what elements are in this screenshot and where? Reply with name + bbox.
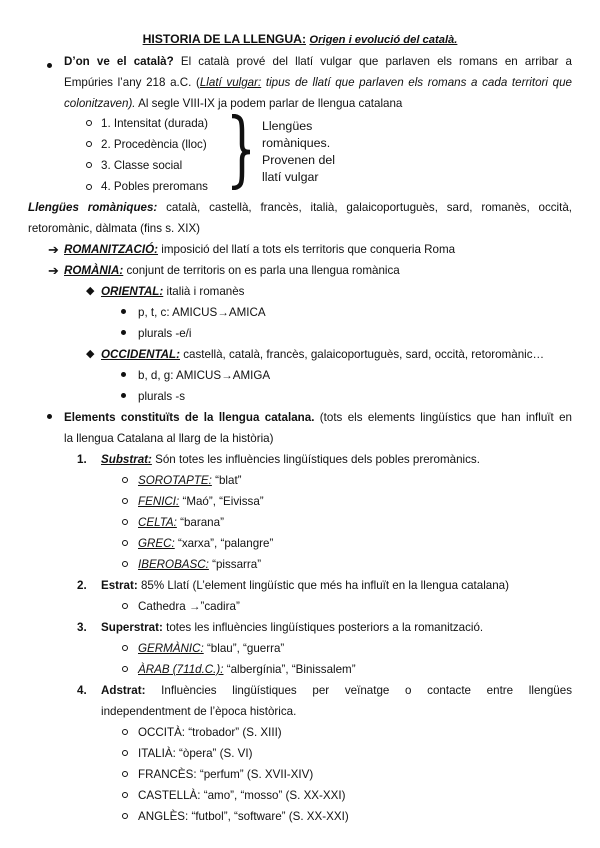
origin-line-1 xyxy=(64,51,572,72)
occidental-term: OCCIDENTAL: xyxy=(101,348,180,361)
superstrat-number: 3. xyxy=(77,621,87,634)
factor-item: 4. Pobles preromans xyxy=(101,180,208,193)
origin-text-3a: colonitzaven). xyxy=(64,97,136,110)
substrat-item-value: “Maó”, “Eivissa” xyxy=(182,495,264,508)
substrat-item-key: CELTA: xyxy=(138,516,177,529)
bullet-circle-icon xyxy=(86,184,92,190)
bullet-circle-icon xyxy=(122,561,128,567)
bullet-circle-icon xyxy=(122,771,128,777)
bullet-dot-icon xyxy=(121,309,126,314)
elements-text-1: (tots els elements lingüístics que han influït en xyxy=(319,411,572,424)
factor-item: 3. Classe social xyxy=(101,159,183,172)
adstrat-number: 4. xyxy=(77,684,87,697)
superstrat-item-value: “albergínia”, “Binissalem” xyxy=(226,663,356,676)
adstrat-item: OCCITÀ: “trobador” (S. XIII) xyxy=(138,726,282,739)
origin-question: D’on ve el català? xyxy=(64,55,174,68)
superstrat-line xyxy=(101,617,483,638)
oriental-item: plurals -e/i xyxy=(138,327,192,340)
oriental-text: italià i romanès xyxy=(166,285,245,298)
romance-list-1: català, castellà, francès, italià, galaicoportuguès, sard, romanès, occità, xyxy=(166,201,572,214)
occidental-item: plurals -s xyxy=(138,390,186,403)
bullet-circle-icon xyxy=(122,477,128,483)
substrat-item-key: FENICI: xyxy=(138,495,180,508)
adstrat-item: CASTELLÀ: “amo”, “mosso” (S. XX-XXI) xyxy=(138,789,346,802)
romanitzacio-text: imposició del llatí a tots els territoris que conqueria Roma xyxy=(161,243,456,256)
occidental-item: b, d, g: AMICUS→AMIGA xyxy=(138,369,271,382)
origin-text-2b: tipus de llatí que parlaven els romans a cada territori que xyxy=(265,76,572,89)
estrat-text: 85% Llatí (L’element lingüístic que més ha influït en la llengua catalana) xyxy=(140,579,509,592)
origin-text-3b: Al segle VIII-IX ja podem parlar de llengua catalana xyxy=(138,97,403,110)
substrat-item-value: “blat” xyxy=(215,474,242,487)
superstrat-term: Superstrat: xyxy=(101,621,163,634)
adstrat-line-2: independentment de l’època històrica. xyxy=(101,705,297,718)
substrat-item xyxy=(138,512,224,533)
romania-text: conjunt de territoris on es parla una llengua romànica xyxy=(126,264,400,277)
bullet-dot-icon xyxy=(121,330,126,335)
romance-label: Llengües romàniques: xyxy=(28,201,158,214)
superstrat-text: totes les influències lingüístiques posteriors a la romanització. xyxy=(166,621,484,634)
bullet-circle-icon xyxy=(122,540,128,546)
brace-note-line: romàniques. xyxy=(262,136,331,150)
factor-item: 1. Intensitat (durada) xyxy=(101,117,208,130)
superstrat-item-key: GERMÀNIC: xyxy=(138,642,204,655)
bullet-circle-icon xyxy=(86,162,92,168)
arrow-right-icon: ➔ xyxy=(48,263,59,278)
estrat-term: Estrat: xyxy=(101,579,138,592)
estrat-item: Cathedra →”cadira” xyxy=(138,600,240,613)
substrat-item-key: SOROTAPTE: xyxy=(138,474,212,487)
bullet-circle-icon xyxy=(122,792,128,798)
substrat-number: 1. xyxy=(77,453,87,466)
origin-text-1: El català prové del llatí vulgar que parlaven els romans en arribar a xyxy=(180,55,572,68)
superstrat-item xyxy=(138,659,356,680)
bullet-circle-icon xyxy=(122,603,128,609)
substrat-item xyxy=(138,533,273,554)
curly-brace-icon xyxy=(226,114,254,190)
substrat-item xyxy=(138,491,264,512)
diamond-bullet-icon: ◆ xyxy=(86,285,95,297)
bullet-circle-icon xyxy=(86,141,92,147)
brace-note-line: Llengües xyxy=(262,119,313,133)
elements-title: Elements constituïts de la llengua catalana. xyxy=(64,411,315,424)
title-subtitle: Origen i evolució del català. xyxy=(309,34,458,46)
romanitzacio-line xyxy=(64,239,455,260)
bullet-dot-icon xyxy=(47,414,52,419)
adstrat-text-1: Influències lingüístiques per veïnatge o contacte entre llengües xyxy=(161,684,572,697)
diamond-bullet-icon: ◆ xyxy=(86,348,95,360)
elements-line-2: la llengua Catalana al llarg de la història) xyxy=(64,432,274,445)
estrat-line xyxy=(101,575,509,596)
substrat-item-key: GREC: xyxy=(138,537,175,550)
superstrat-item xyxy=(138,638,284,659)
occidental-text: castellà, català, francès, galaicoportuguès, sard, occità, retoromànic… xyxy=(183,348,545,361)
adstrat-item: ANGLÈS: “futbol”, “software” (S. XX-XXI) xyxy=(138,810,349,823)
bullet-circle-icon xyxy=(122,519,128,525)
oriental-item: p, t, c: AMICUS→AMICA xyxy=(138,306,266,319)
brace-note-line: llatí vulgar xyxy=(262,170,319,184)
arrow-right-icon: ➔ xyxy=(48,242,59,257)
oriental-line xyxy=(101,281,244,302)
bullet-circle-icon xyxy=(122,645,128,651)
bullet-circle-icon xyxy=(122,666,128,672)
substrat-item-key: IBEROBASC: xyxy=(138,558,209,571)
origin-line-2 xyxy=(64,72,572,93)
origin-text-2a: Empúries l’any 218 a.C. ( xyxy=(64,76,200,89)
estrat-number: 2. xyxy=(77,579,87,592)
brace-note xyxy=(262,118,335,186)
adstrat-term: Adstrat: xyxy=(101,684,146,697)
bullet-circle-icon xyxy=(122,750,128,756)
adstrat-item: FRANCÈS: “perfum” (S. XVII-XIV) xyxy=(138,768,314,781)
bullet-dot-icon xyxy=(121,372,126,377)
substrat-text: Són totes les influències lingüístiques dels pobles preromànics. xyxy=(155,453,480,466)
substrat-item xyxy=(138,554,261,575)
elements-line-1 xyxy=(64,407,572,428)
origin-term: Llatí vulgar: xyxy=(199,76,262,89)
substrat-term: Substrat: xyxy=(101,453,152,466)
factor-item: 2. Procedència (lloc) xyxy=(101,138,207,151)
title-main: HISTORIA DE LA LLENGUA: xyxy=(142,32,307,46)
brace-note-line: Provenen del xyxy=(262,153,336,167)
adstrat-item: ITALIÀ: “òpera” (S. VI) xyxy=(138,747,253,760)
romance-line-1 xyxy=(28,197,572,218)
substrat-item-value: “barana” xyxy=(180,516,224,529)
occidental-line xyxy=(101,344,544,365)
adstrat-line-1 xyxy=(101,680,572,701)
bullet-circle-icon xyxy=(122,729,128,735)
bullet-circle-icon xyxy=(122,813,128,819)
superstrat-item-key: ÀRAB (711d.C.): xyxy=(138,663,224,676)
romanitzacio-term: ROMANITZACIÓ: xyxy=(64,243,159,256)
substrat-line xyxy=(101,449,480,470)
romance-line-2: retoromànic, dàlmata (fins s. XIX) xyxy=(28,222,201,235)
bullet-dot-icon xyxy=(121,393,126,398)
bullet-circle-icon xyxy=(122,498,128,504)
romania-line xyxy=(64,260,400,281)
origin-line-3 xyxy=(64,93,402,114)
bullet-circle-icon xyxy=(86,120,92,126)
superstrat-item-value: “blau”, “guerra” xyxy=(206,642,285,655)
substrat-item xyxy=(138,470,242,491)
bullet-dot-icon xyxy=(47,63,52,68)
substrat-item-value: “pissarra” xyxy=(212,558,262,571)
page-title xyxy=(0,29,600,51)
romania-term: ROMÀNIA: xyxy=(64,264,124,277)
substrat-item-value: “xarxa”, “palangre” xyxy=(177,537,274,550)
oriental-term: ORIENTAL: xyxy=(101,285,164,298)
